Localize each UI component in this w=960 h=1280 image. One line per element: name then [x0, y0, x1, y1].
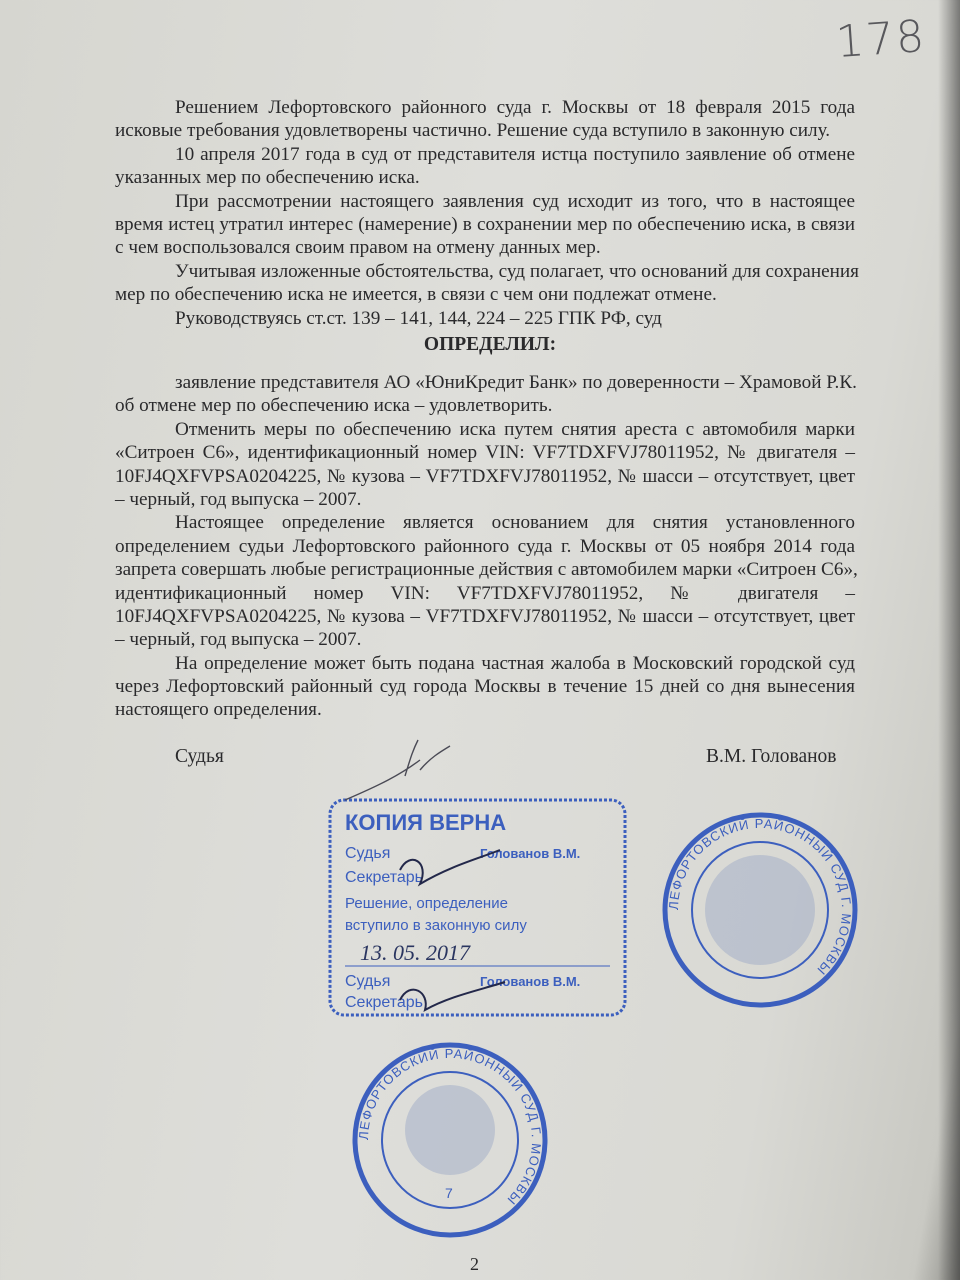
paragraph-line: Настоящее определение является основанием для снятия установленного: [175, 512, 855, 534]
paragraph-line: Учитывая изложенные обстоятельства, суд полагает, что оснований для сохранения: [175, 260, 859, 282]
paragraph-line: – черный, год выпуска – 2007.: [115, 629, 362, 651]
stamp-secretary-label-2: Секретарь: [345, 994, 423, 1011]
stamp-judge-label-2: Судья: [345, 973, 391, 990]
paragraph-line: указанных мер по обеспечению иска.: [115, 167, 420, 189]
paragraph-line: Отменить меры по обеспечению иска путем снятия ареста с автомобиля марки: [175, 418, 855, 440]
paragraph-line: 10FJ4QXFVPSA0204225, № кузова – VF7TDXFVJ78011952, № шасси – отсутствует, цвет: [115, 465, 855, 487]
paragraph-line: с чем воспользовался своим правом на отмену данных мер.: [115, 237, 601, 259]
copy-certified-stamp: [330, 800, 625, 1015]
paragraph-line: Решением Лефортовского районного суда г. Москвы от 18 февраля 2015 года: [175, 97, 855, 118]
paragraph-line: мер по обеспечению иска не имеется, в связи с чем они подлежат отмене.: [115, 284, 717, 306]
stamp-effect-line2: вступило в законную силу: [345, 917, 527, 934]
judge-signature: [345, 740, 450, 800]
paragraph-line: запрета совершать любые регистрационные действия с автомобилем марки «Ситроен С6»,: [115, 559, 858, 581]
stamp-judge-label: Судья: [345, 845, 391, 862]
page-number: 2: [470, 1254, 479, 1274]
stamp-effect-line1: Решение, определение: [345, 895, 508, 912]
paragraph-line: «Ситроен С6», идентификационный номер VIN: VF7TDXFVJ78011952, № двигателя –: [115, 442, 855, 464]
paragraph-line: об отмене мер по обеспечению иска – удовлетворить.: [115, 395, 553, 417]
paragraph-line: через Лефортовский районный суд города Москвы в течение 15 дней со дня вынесения: [115, 676, 855, 698]
court-seal-top: [665, 815, 855, 1005]
paragraph-line: исковые требования удовлетворены частично. Решение суда вступило в законную силу.: [115, 120, 831, 142]
paragraph-line: При рассмотрении настоящего заявления суд исходит из того, что в настоящее: [175, 190, 855, 212]
paragraph-line: 10FJ4QXFVPSA0204225, № кузова – VF7TDXFVJ78011952, № шасси – отсутствует, цвет: [115, 605, 855, 627]
ruling-heading: ОПРЕДЕЛИЛ:: [423, 334, 557, 355]
seal-number: 7: [445, 1185, 453, 1201]
stamp-effect-date: 13. 05. 2017: [360, 940, 470, 965]
paragraph-line: заявление представителя АО «ЮниКредит Банк» по доверенности – Храмовой Р.К.: [175, 372, 857, 393]
paragraph-line: – черный, год выпуска – 2007.: [115, 488, 362, 510]
paragraph-line: На определение может быть подана частная жалоба в Московский городской суд: [175, 652, 855, 674]
court-seal-bottom: [355, 1045, 545, 1235]
stamp-copy-title: КОПИЯ ВЕРНА: [345, 810, 507, 835]
seal-text-2: ЛЕФОРТОВСКИЙ РАЙОННЫЙ СУД Г. МОСКВЫ: [355, 1045, 545, 1209]
stamp-secretary-label: Секретарь: [345, 869, 423, 886]
signature-name: В.М. Голованов: [706, 746, 837, 767]
paragraph-line: настоящего определения.: [115, 699, 322, 721]
handwritten-sheet-number: 178: [834, 10, 928, 69]
stamp-judge-name: Голованов В.М.: [480, 846, 581, 861]
paragraph-line: время истец утратил интерес (намерение) в сохранении мер по обеспечению иска, в связи: [115, 213, 855, 235]
paragraph-line: определением судьи Лефортовского районного суда г. Москвы от 05 ноября 2014 года: [115, 535, 855, 557]
seal-text: ЛЕФОРТОВСКИЙ РАЙОННЫЙ СУД Г. МОСКВЫ: [665, 815, 855, 979]
paragraph-line: Руководствуясь ст.ст. 139 – 141, 144, 224 – 225 ГПК РФ, суд: [175, 307, 662, 329]
stamp-judge-name-2: Голованов В.М.: [480, 974, 581, 989]
paragraph-line: 10 апреля 2017 года в суд от представителя истца поступило заявление об отмене: [175, 143, 855, 165]
signature-role: Судья: [175, 746, 224, 767]
paragraph-line: идентификационный номер VIN: VF7TDXFVJ78011952, № двигателя –: [115, 582, 855, 604]
